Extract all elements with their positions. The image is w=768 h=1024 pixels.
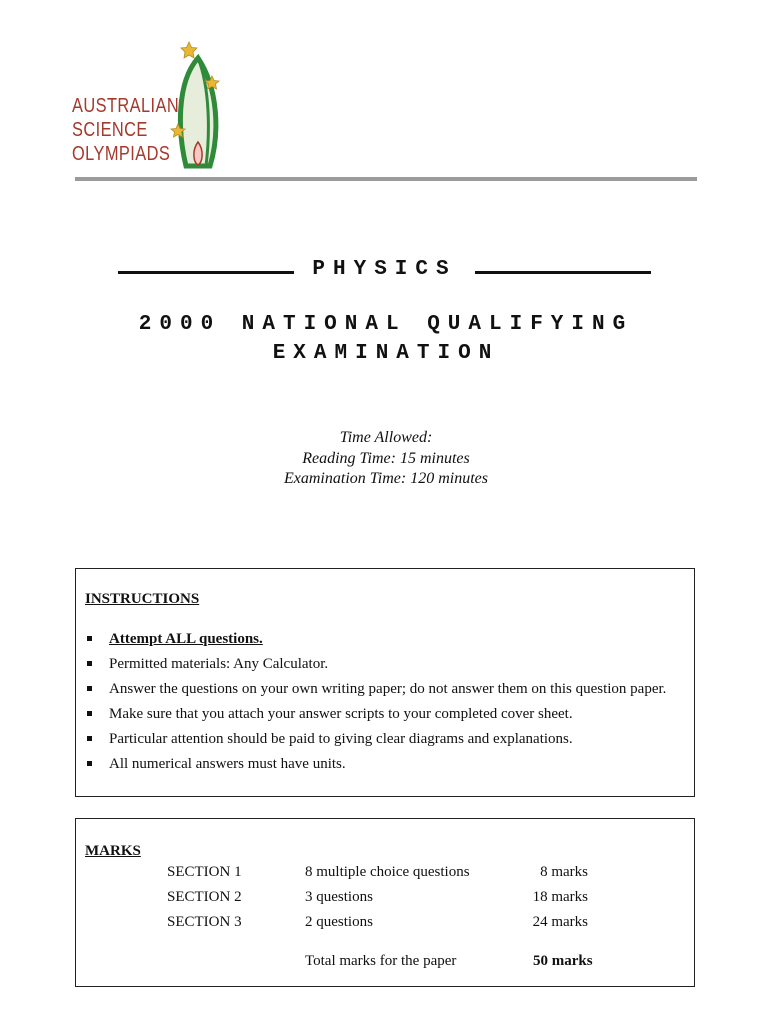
instruction-text: Answer the questions on your own writing paper; do not answer them on this question paper.	[109, 681, 667, 697]
list-item	[85, 629, 688, 654]
exam-title-line-2: EXAMINATION	[272, 342, 500, 365]
instruction-text: Permitted materials: Any Calculator.	[109, 656, 329, 672]
instructions-heading: INSTRUCTIONS	[85, 591, 200, 607]
table-row	[76, 862, 694, 882]
list-item	[85, 654, 688, 679]
section-name: SECTION 2	[167, 889, 242, 905]
logo-leaf-icon	[168, 38, 228, 170]
time-allowed	[75, 428, 697, 490]
bullet-icon	[87, 636, 92, 641]
section-description: 3 questions	[305, 889, 373, 905]
section-marks: 8 marks	[540, 864, 588, 880]
reading-time: Reading Time: 15 minutes	[302, 449, 470, 467]
bullet-icon	[87, 686, 92, 691]
subject-heading-row	[118, 258, 651, 288]
instruction-text: Make sure that you attach your answer scripts to your completed cover sheet.	[109, 706, 573, 722]
instructions-list	[85, 629, 688, 779]
bullet-icon	[87, 736, 92, 741]
logo-line-3: OLYMPIADS	[72, 143, 171, 165]
instructions-box	[75, 568, 695, 797]
olympiad-logo	[72, 38, 252, 173]
section-description: 2 questions	[305, 914, 373, 930]
exam-title	[75, 310, 697, 368]
total-marks: 50 marks	[533, 953, 593, 969]
logo-line-1: AUSTRALIAN	[72, 95, 180, 117]
exam-title-line-1: 2000 NATIONAL QUALIFYING	[138, 313, 634, 336]
bullet-icon	[87, 761, 92, 766]
list-item	[85, 754, 688, 779]
section-marks: 18 marks	[532, 889, 588, 905]
instruction-text: Particular attention should be paid to giving clear diagrams and explanations.	[109, 731, 573, 747]
subject-title: PHYSICS	[312, 258, 457, 281]
marks-heading: MARKS	[85, 843, 141, 859]
section-description: 8 multiple choice questions	[305, 864, 470, 880]
list-item	[85, 729, 688, 754]
total-row	[76, 951, 694, 971]
instruction-text: Attempt ALL questions.	[109, 631, 263, 647]
list-item	[85, 679, 688, 704]
examination-time: Examination Time: 120 minutes	[284, 470, 488, 487]
logo-line-2: SCIENCE	[72, 119, 148, 141]
header-divider	[75, 177, 697, 181]
section-marks: 24 marks	[532, 914, 588, 930]
time-heading: Time Allowed:	[339, 429, 433, 446]
instruction-text: All numerical answers must have units.	[109, 756, 346, 772]
table-row	[76, 887, 694, 907]
marks-box	[75, 818, 695, 987]
subject-rule-right	[475, 271, 651, 274]
section-name: SECTION 3	[167, 914, 242, 930]
bullet-icon	[87, 661, 92, 666]
section-name: SECTION 1	[167, 864, 242, 880]
table-row	[76, 912, 694, 932]
bullet-icon	[87, 711, 92, 716]
total-label: Total marks for the paper	[305, 953, 457, 969]
logo-wordmark	[72, 94, 179, 166]
list-item	[85, 704, 688, 729]
